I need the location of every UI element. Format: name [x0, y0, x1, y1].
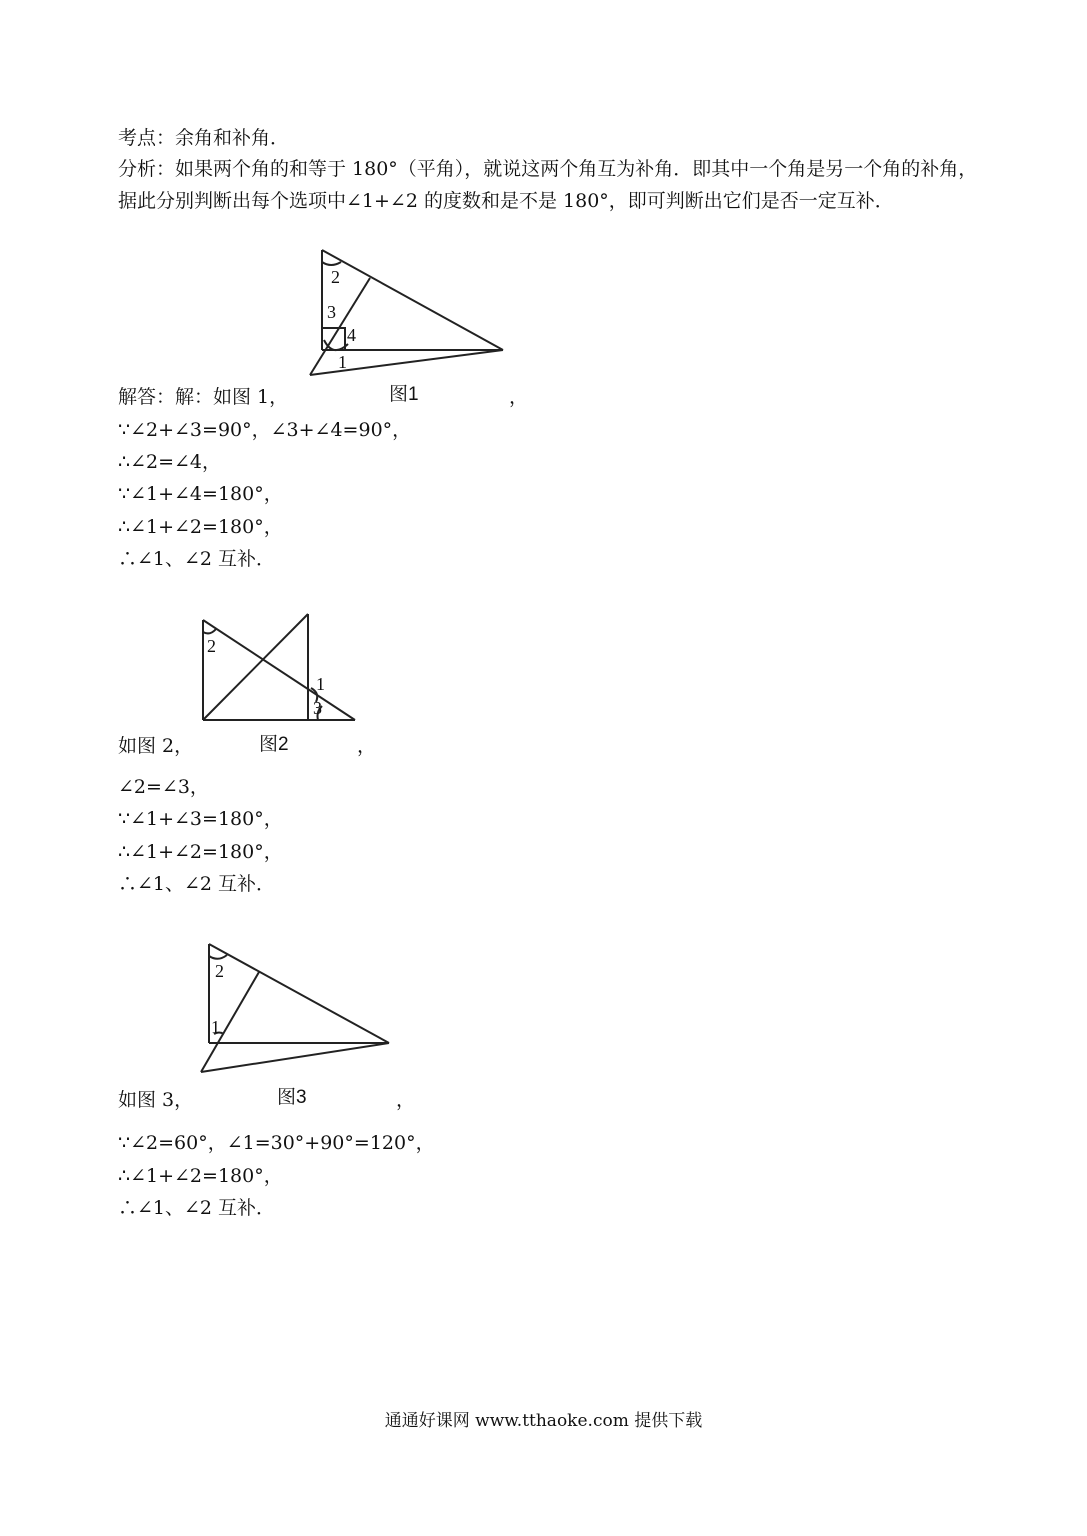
fig1-label-4: 4: [347, 325, 356, 345]
solution3-step: ∵∠2=60°，∠1=30°+90°=120°，: [118, 1132, 435, 1154]
fig3-lower-edge: [201, 1043, 389, 1072]
solution1-step: ∴∠2=∠4，: [118, 451, 222, 473]
solution2-comma: ，: [357, 735, 377, 757]
solution1-comma: ，: [509, 386, 529, 408]
solution1-step: ∴∠1、∠2 互补．: [118, 548, 276, 570]
solution1-intro: 解答：解：如图 1，: [118, 386, 289, 408]
figure1-caption: 图1: [389, 384, 419, 405]
fig3-label-1: 1: [211, 1017, 220, 1037]
fig2-label-1: 1: [316, 674, 325, 694]
solution2-step: ∴∠1+∠2=180°，: [118, 841, 283, 863]
figure2-caption: 图2: [259, 734, 289, 755]
fig2-label-2: 2: [207, 636, 216, 656]
solution2-intro: 如图 2，: [118, 735, 194, 757]
solution3-step: ∴∠1+∠2=180°，: [118, 1165, 283, 1187]
fig1-label-1: 1: [338, 352, 347, 372]
kaodian-line: 考点：余角和补角．: [118, 127, 290, 149]
analysis-paragraph: 分析：如果两个角的和等于 180°（平角），就说这两个角互为补角．即其中一个角是另一个角的补角，据此分别判断出每个选项中∠1+∠2 的度数和是不是 180°，即可判断出它们是否一定互补．: [118, 158, 978, 212]
page-footer: 通通好课网 www.tthaoke.com 提供下载: [384, 1411, 703, 1431]
fig1-label-2: 2: [331, 267, 340, 287]
solution3-intro: 如图 3，: [118, 1089, 194, 1111]
fig3-angle-2-arc: [209, 955, 227, 959]
fig3-label-2: 2: [215, 961, 224, 981]
solution2-step: ∴∠1、∠2 互补．: [118, 873, 276, 895]
fig1-label-3: 3: [327, 302, 336, 322]
solution1-step: ∵∠1+∠4=180°，: [118, 483, 283, 505]
fig2-label-3: 3: [313, 698, 322, 718]
solution2-step: ∵∠1+∠3=180°，: [118, 808, 283, 830]
figure3-caption: 图3: [277, 1087, 307, 1108]
solution3-step: ∴∠1、∠2 互补．: [118, 1197, 276, 1219]
solution2-step: ∠2=∠3，: [118, 776, 209, 798]
solution3-comma: ，: [396, 1089, 416, 1111]
fig3-hypotenuse: [209, 944, 389, 1043]
solution1-step: ∴∠1+∠2=180°，: [118, 516, 283, 538]
solution1-step: ∵∠2+∠3=90°，∠3+∠4=90°，: [118, 419, 412, 441]
